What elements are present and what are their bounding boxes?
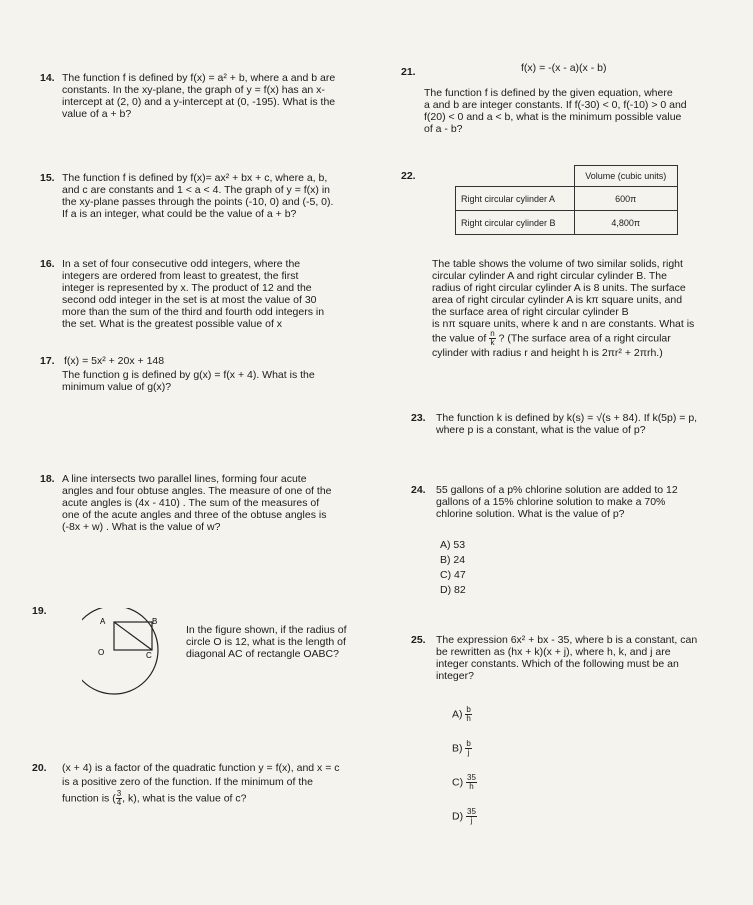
question-number: 16. xyxy=(40,258,55,270)
label-o: O xyxy=(98,648,105,657)
table-row xyxy=(456,187,678,211)
question-20-line2: is a positive zero of the function. If the minimum of the xyxy=(62,776,313,788)
label-c: C xyxy=(146,651,152,660)
table-header: Volume (cubic units) xyxy=(574,166,677,187)
question-20-line3: function is ( $\frac{3}{4}$ , k), what is the value of c? xyxy=(62,789,247,807)
choice[interactable]: C) 47 xyxy=(440,569,466,581)
question-22-text: The table shows the volume of two similar solids, right circular cylinder A and right circular cylinder B. The radius of right circular cylinder A is 8 units. The surface area of right circular cylinder A is kπ square units, and the surface area of right circular cylinder B is nπ square units, where k and n are constants. What is the value of $\frac{n}{k}$ ? (The surface area of a right circular cylinder with radius r and height h is 2πr² + 2πrh.) xyxy=(432,258,695,359)
question-17-equation: f(x) = 5x² + 20x + 148 xyxy=(64,355,165,367)
question-15-text: The function f is defined by f(x)= ax² + bx + c, where a, b, and c are constants and 1 < a < 4. The graph of y = f(x) in the xy-plane passes through the points (-10, 0) and (-5, 0). If a is an integer, what could be the value of a + b? xyxy=(62,172,334,220)
question-20-line1: (x + 4) is a factor of the quadratic function y = f(x), and x = c xyxy=(62,762,340,774)
question-24-choices xyxy=(440,538,466,598)
table-row-label: Right circular cylinder A xyxy=(456,187,575,211)
question-17-text: The function g is defined by g(x) = f(x + 4). What is the minimum value of g(x)? xyxy=(62,369,315,393)
question-number: 24. xyxy=(411,484,426,496)
diagonal-ac xyxy=(114,622,152,650)
choice[interactable]: B) 24 xyxy=(440,554,466,566)
question-21-text: The function f is defined by the given equation, where a and b are integer constants. If f(-30) < 0, f(-10) > 0 and f(20) < 0 and a < b, what is the minimum possible value of a - b? xyxy=(424,87,687,135)
table-row-label: Right circular cylinder B xyxy=(456,211,575,235)
question-25-text: The expression 6x² + bx - 35, where b is a constant, can be rewritten as (hx + k)(x + j), where h, k, and j are integer constants. Which of the following must be an integer? xyxy=(436,634,698,682)
table-row-value: 600π xyxy=(574,187,677,211)
choice[interactable]: B) $\frac{b}{j}$ xyxy=(452,739,471,757)
choice[interactable]: D) 82 xyxy=(440,584,466,596)
question-number: 21. xyxy=(401,66,416,78)
question-16-text: In a set of four consecutive odd integers, where the integers are ordered from least to greatest, the first integer is represented by x. The product of 12 and the second odd integer in the set is at most the value of 30 more than the sum of the third and fourth odd integers in the set. What is the greatest possible value of x xyxy=(62,258,325,330)
circle-rectangle-figure xyxy=(82,608,182,708)
question-number: 22. xyxy=(401,170,416,182)
choice[interactable]: D) $\frac{35}{j}$ xyxy=(452,807,476,825)
question-24-text: 55 gallons of a p% chlorine solution are added to 12 gallons of a 15% chlorine solution to make a 70% chlorine solution. What is the value of p? xyxy=(436,484,678,520)
label-b: B xyxy=(152,617,158,626)
volume-table xyxy=(455,165,678,235)
question-21-equation: f(x) = -(x - a)(x - b) xyxy=(521,62,607,74)
choice[interactable]: A) 53 xyxy=(440,539,466,551)
question-25-choices xyxy=(452,706,477,842)
question-number: 14. xyxy=(40,72,55,84)
choice[interactable]: C) $\frac{35}{h}$ xyxy=(452,773,476,791)
table-row xyxy=(456,211,678,235)
question-number: 23. xyxy=(411,412,426,424)
choice[interactable]: A) $\frac{b}{h}$ xyxy=(452,705,471,723)
question-23-text: The function k is defined by k(s) = √(s + 84). If k(5p) = p, where p is a constant, what is the value of p? xyxy=(436,412,698,436)
table-row-value: 4,800π xyxy=(574,211,677,235)
label-a: A xyxy=(100,617,106,626)
question-18-text: A line intersects two parallel lines, forming four acute angles and four obtuse angles. The measure of one of the acute angles is (4x - 410) . The sum of the measures of one of the acute angles and three of the obtuse angles is (-8x + w) . What is the value of w? xyxy=(62,473,332,533)
table-corner xyxy=(456,166,575,187)
question-number: 25. xyxy=(411,634,426,646)
question-number: 19. xyxy=(32,605,47,617)
question-number: 17. xyxy=(40,355,55,367)
question-14-text: The function f is defined by f(x) = a² + b, where a and b are constants. In the xy-plane, the graph of y = f(x) has an x- intercept at (2, 0) and a y-intercept at (0, -195). What is the value of a + b? xyxy=(62,72,336,120)
question-number: 20. xyxy=(32,762,47,774)
question-number: 18. xyxy=(40,473,55,485)
question-19-text: In the figure shown, if the radius of circle O is 12, what is the length of diagonal AC of rectangle OABC? xyxy=(186,624,347,660)
question-number: 15. xyxy=(40,172,55,184)
